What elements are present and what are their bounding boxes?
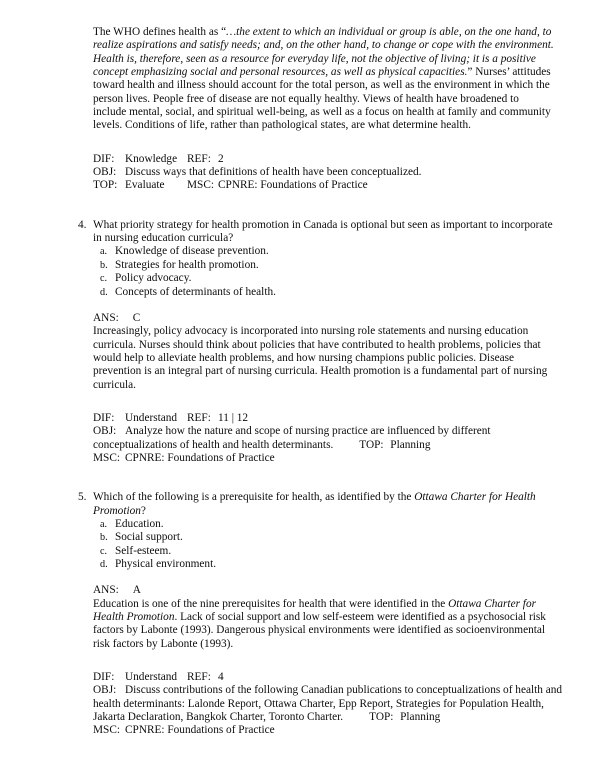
question-5-stem [93, 491, 555, 518]
option-d-letter: d. [100, 286, 108, 298]
question-5-meta-block [93, 671, 563, 738]
spacer [93, 571, 555, 584]
question-5-rationale-segment-0: Education is one of the nine prerequisites for health that were identified in the [93, 597, 449, 610]
question-5-rationale-segment-2: . Lack of social support and low self-esteem were identified as a psychosocial risk factors by Labonte (1993). Dangerous physical environments were identified as socioenvironmental risk factors by Labonte (1993). [93, 611, 546, 650]
meta-line-msc [93, 724, 563, 737]
ref-value: 11 | 12 [218, 411, 249, 424]
top-label: TOP: [369, 711, 394, 724]
dif-label: DIF: [93, 152, 115, 165]
question-4-stem: What priority strategy for health promotion in Canada is optional but seen as important to incorporate in nursing education curricula? [93, 218, 553, 245]
option-c-text: Self-esteem. [115, 544, 172, 557]
dif-label: DIF: [93, 411, 115, 424]
top-value: Evaluate [125, 179, 165, 192]
option-d[interactable] [93, 286, 555, 299]
msc-value: CPNRE: Foundations of Practice [125, 451, 275, 464]
question-5-rationale-segment-1-italic: Ottawa Charter for Health Promotion [93, 597, 536, 624]
rationale-top-segment-1-italic: …the extent to which an individual or group is able, on the one hand, to realize aspirations and satisfy needs; and, on the other hand, to change or cope with the environment. Health is, therefore, seen as a resource for everyday life, not the objective of living; it is a positive concept emphasizing social and personal resources, as well as physical capacities. [93, 26, 554, 79]
msc-label: MSC: [187, 179, 215, 192]
option-a-letter: a. [100, 246, 108, 258]
meta-line-dif-ref [93, 412, 563, 425]
option-d[interactable] [93, 558, 555, 571]
option-a-text: Education. [115, 517, 164, 530]
spacer [93, 651, 555, 671]
option-c[interactable] [93, 545, 555, 558]
rationale-top-segment-2: ” Nurses’ attitudes toward health and illness should account for the total person, as well as the environment in which the person lives. People free of disease are not equally healthy. Views of health have broadened to include mental, social, and spiritual well-being, as well as a focus on health at family and community levels. Conditions of life, rather than pathological states, are what determine health. [93, 66, 551, 132]
obj-value: Discuss contributions of the following Canadian publications to conceptualizations of health and health determinants: Lalonde Report, Ottawa Charter, Epp Report, Strategies for Population Health, Jakarta Declaration, Bangkok Charter, Toronto Charter. [93, 684, 563, 724]
meta-line-dif-ref [93, 153, 563, 166]
option-b-text: Strategies for health promotion. [115, 258, 259, 271]
question-5 [78, 491, 555, 571]
top-value: Planning [400, 711, 441, 724]
option-a-text: Knowledge of disease prevention. [115, 245, 269, 258]
question-4-answer-line [93, 312, 555, 325]
question-4-meta-block [93, 412, 563, 465]
option-b-letter: b. [100, 259, 108, 271]
obj-label: OBJ: [93, 425, 117, 438]
meta-line-obj [93, 425, 563, 452]
meta-line-top-msc [93, 179, 563, 192]
option-b-letter: b. [100, 532, 108, 544]
option-c-letter: c. [100, 545, 108, 557]
obj-label: OBJ: [93, 166, 117, 179]
question-4-number: 4. [78, 218, 87, 231]
top-label: TOP: [359, 438, 384, 451]
option-a[interactable] [93, 245, 555, 258]
ref-value: 4 [218, 671, 224, 684]
top-value: Planning [390, 438, 431, 451]
obj-value: Analyze how the nature and scope of nursing practice are influenced by different conceptualizations of health and health determinants. [93, 425, 491, 451]
obj-value: Discuss ways that definitions of health have been conceptualized. [125, 166, 422, 179]
option-b[interactable] [93, 531, 555, 544]
question-5-rationale [93, 598, 555, 651]
meta-line-obj [93, 166, 563, 179]
meta-block-top [93, 153, 563, 193]
dif-value: Knowledge [125, 152, 178, 165]
option-a-letter: a. [100, 518, 108, 530]
ref-label: REF: [187, 671, 211, 684]
answer-value: C [132, 311, 141, 324]
meta-line-dif-ref [93, 671, 563, 684]
option-a[interactable] [93, 518, 555, 531]
question-4-options [93, 245, 555, 298]
question-5-stem-segment-0: Which of the following is a prerequisite for health, as identified by the [93, 491, 415, 504]
spacer [93, 299, 555, 312]
question-5-number: 5. [78, 491, 87, 504]
dif-label: DIF: [93, 671, 115, 684]
rationale-top-segment-0: The WHO defines health as “ [93, 26, 227, 38]
obj-label: OBJ: [93, 684, 117, 697]
answer-value: A [132, 584, 141, 597]
rationale-paragraph-top [93, 26, 555, 133]
msc-label: MSC: [93, 724, 121, 737]
answer-label: ANS: [93, 584, 119, 597]
question-4-rationale: Increasingly, policy advocacy is incorporated into nursing role statements and nursing education curricula. Nurses should think about policies that have contributed to health problems, policies that would help to alleviate health problems, and how nursing champions public policies. Disease prevention is an integral part of nursing curricula. Health promotion is a fundamental part of nursing curricula. [93, 325, 548, 391]
option-b[interactable] [93, 259, 555, 272]
option-c-letter: c. [100, 273, 108, 285]
spacer [93, 392, 555, 412]
answer-label: ANS: [93, 311, 119, 324]
spacer [93, 133, 555, 153]
option-c[interactable] [93, 272, 555, 285]
question-5-options [93, 518, 555, 571]
spacer [93, 465, 555, 491]
option-d-letter: d. [100, 559, 108, 570]
msc-value: CPNRE: Foundations of Practice [125, 724, 275, 737]
question-5-stem-segment-1-italic: Ottawa Charter for Health Promotion [93, 491, 536, 517]
dif-value: Understand [125, 671, 178, 684]
question-4 [78, 218, 555, 299]
ref-label: REF: [187, 152, 211, 165]
option-d-text: Concepts of determinants of health. [115, 285, 276, 298]
ref-value: 2 [218, 152, 224, 165]
spacer [93, 193, 555, 219]
meta-line-msc [93, 452, 563, 465]
option-b-text: Social support. [115, 531, 183, 544]
dif-value: Understand [125, 411, 178, 424]
question-5-answer-line [93, 584, 555, 597]
top-label: TOP: [93, 179, 118, 192]
question-5-stem-segment-2: ? [140, 504, 146, 517]
meta-line-obj [93, 684, 563, 724]
option-c-text: Policy advocacy. [115, 272, 192, 285]
msc-value: CPNRE: Foundations of Practice [218, 179, 368, 192]
msc-label: MSC: [93, 451, 121, 464]
option-d-text: Physical environment. [115, 558, 217, 570]
ref-label: REF: [187, 411, 211, 424]
